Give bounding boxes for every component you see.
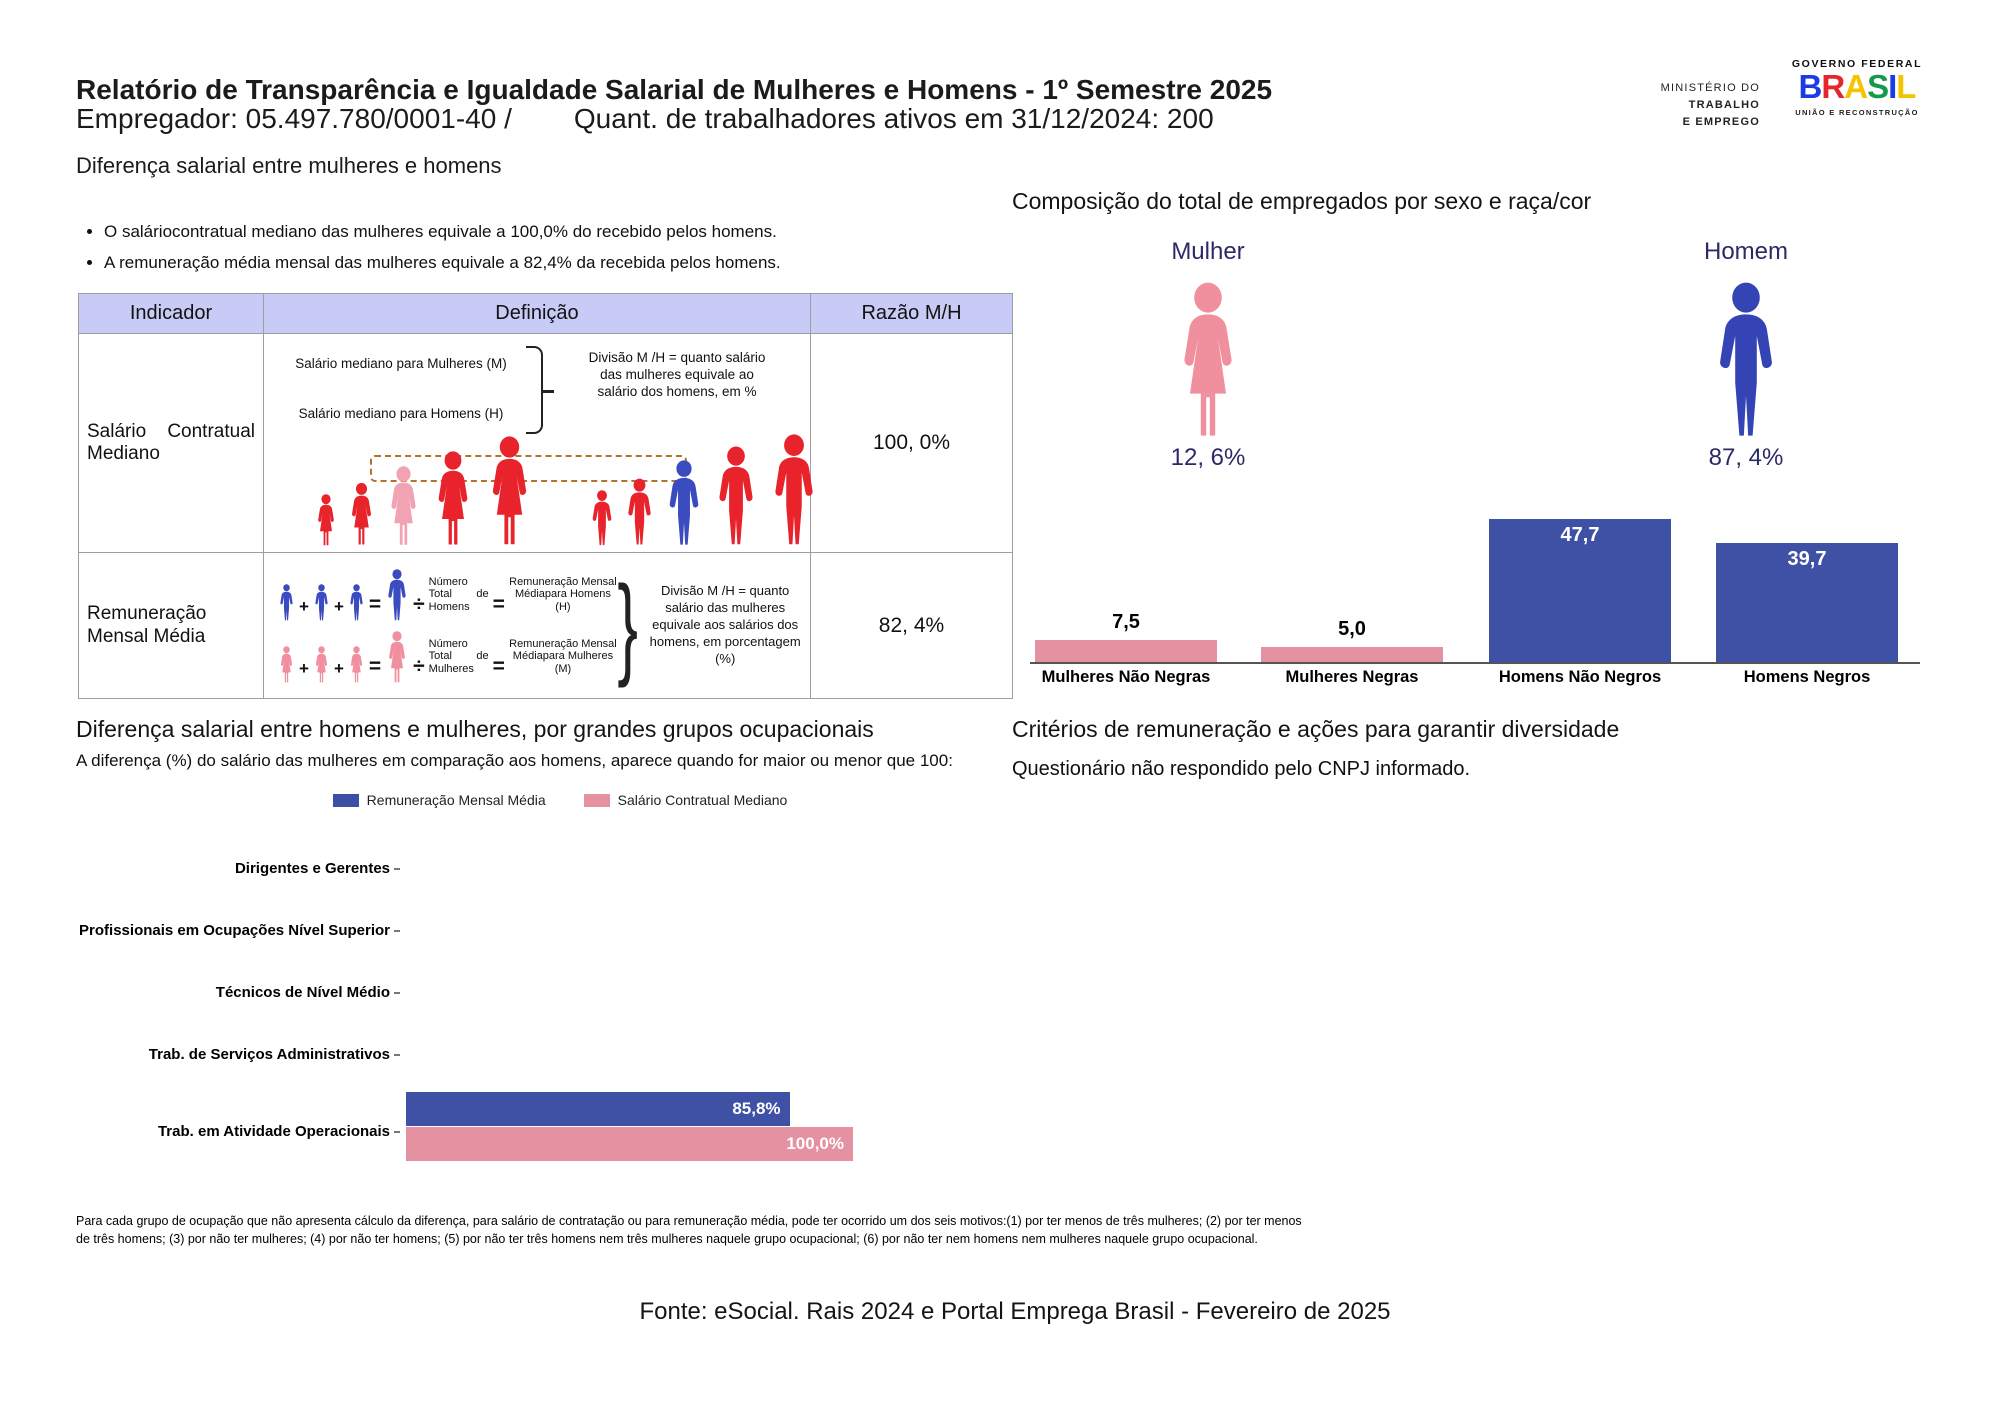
uniao-reconstrucao-tagline: UNIÃO E RECONSTRUÇÃO bbox=[1795, 107, 1919, 117]
brasil-gov-logo bbox=[1782, 58, 1932, 117]
definition-cell bbox=[264, 553, 811, 698]
men-result-label: Remuneração Mensal Médiapara Homens (H) bbox=[509, 575, 617, 613]
bar-value-label: 85,8% bbox=[732, 1099, 781, 1118]
woman-icon bbox=[278, 646, 295, 683]
woman-median-icon bbox=[385, 466, 422, 546]
legend-label: Remuneração Mensal Média bbox=[366, 792, 546, 808]
table-header-row bbox=[79, 294, 1012, 334]
brasil-wordmark bbox=[1782, 70, 1932, 105]
table-row-remuneracao-media bbox=[79, 553, 1012, 698]
divide-operator: ÷ bbox=[413, 592, 425, 616]
axis-tick bbox=[394, 992, 400, 994]
occupational-subtitle: A diferença (%) do salário das mulheres em comparação aos homens, aparece quando for maior ou menor que 100: bbox=[76, 751, 953, 770]
woman-icon bbox=[313, 646, 330, 683]
def-median-women: Salário mediano para Mulheres (M) bbox=[295, 356, 507, 371]
category-label: Homens Negros bbox=[1743, 668, 1871, 686]
female-percentage: 12, 6% bbox=[1170, 444, 1246, 471]
ministry-line2: TRABALHO bbox=[1688, 99, 1760, 112]
employer-id: Empregador: 05.497.780/0001-40 / bbox=[76, 103, 512, 134]
woman-icon bbox=[431, 451, 475, 546]
brasil-letter: B bbox=[1798, 68, 1822, 105]
male-percentage: 87, 4% bbox=[1708, 444, 1784, 471]
category-label: Mulheres Negras bbox=[1285, 668, 1419, 686]
chart-legend bbox=[280, 792, 840, 808]
composition-title: Composição do total de empregados por sexo e raça/cor bbox=[1012, 188, 1592, 214]
category-label: Dirigentes e Gerentes bbox=[235, 860, 400, 877]
indicator-label: Salário Contratual Mediano bbox=[79, 334, 264, 553]
woman-icon bbox=[348, 646, 365, 683]
category-label: Trab. de Serviços Administrativos bbox=[149, 1046, 400, 1063]
summary-bullets bbox=[80, 222, 781, 284]
composition-category-labels bbox=[1030, 668, 1920, 692]
ratio-value: 100, 0% bbox=[811, 334, 1012, 553]
brasil-letter: S bbox=[1867, 68, 1889, 105]
bar-value-label: 39,7 bbox=[1787, 547, 1827, 570]
legend-item-salario bbox=[584, 792, 788, 808]
bar-value-label: 47,7 bbox=[1560, 523, 1600, 546]
col-header-razao: Razão M/H bbox=[811, 294, 1012, 334]
occupational-bar-chart bbox=[76, 845, 906, 1175]
ministry-line3: E EMPREGO bbox=[1682, 116, 1760, 129]
brasil-letter: L bbox=[1896, 68, 1916, 105]
women-total-label: Número Total de Mulheres bbox=[428, 637, 489, 675]
ratio-value: 82, 4% bbox=[878, 613, 945, 637]
bar-value-label: 100,0% bbox=[786, 1134, 844, 1153]
category-label: Mulheres Não Negras bbox=[1041, 668, 1211, 686]
col-header-indicador: Indicador bbox=[79, 294, 264, 334]
source-line: Fonte: eSocial. Rais 2024 e Portal Emprega Brasil - Fevereiro de 2025 bbox=[639, 1298, 1391, 1325]
category-label: Profissionais em Ocupações Nível Superior bbox=[79, 922, 400, 939]
divide-operator: ÷ bbox=[413, 654, 425, 678]
section-title-salary-difference: Diferença salarial entre mulheres e homens bbox=[76, 153, 502, 178]
ministry-logo bbox=[1575, 80, 1760, 131]
plus-operator: + bbox=[299, 596, 309, 616]
bar-mulheres-negras bbox=[1261, 618, 1443, 662]
brasil-letter: A bbox=[1844, 68, 1868, 105]
active-workers: Quant. de trabalhadores ativos em 31/12/2024: 200 bbox=[573, 103, 1214, 134]
man-icon bbox=[624, 478, 655, 546]
bracket-shape bbox=[526, 346, 543, 434]
indicator-table bbox=[78, 293, 1013, 699]
population-figures bbox=[314, 434, 820, 546]
col-header-definicao: Definição bbox=[264, 294, 811, 334]
women-result-label: Remuneração Mensal Médiapara Mulheres (M) bbox=[509, 637, 617, 675]
women-average-formula bbox=[278, 631, 617, 683]
bar-value-label: 5,0 bbox=[1338, 618, 1366, 640]
woman-icon-large bbox=[1172, 282, 1244, 438]
category-label: Técnicos de Nível Médio bbox=[216, 984, 400, 1001]
bullet-average-remuneration: • A remuneração média mensal das mulheres equivale a 82,4% da recebida pelos homens. bbox=[104, 253, 781, 273]
man-icon bbox=[313, 584, 330, 621]
woman-icon bbox=[314, 494, 338, 546]
man-icon bbox=[278, 584, 295, 621]
bar-value-label: 7,5 bbox=[1112, 610, 1140, 633]
legend-label: Salário Contratual Mediano bbox=[617, 792, 788, 808]
axis-tick bbox=[394, 930, 400, 932]
employer-line bbox=[76, 103, 1214, 135]
equals-operator: = bbox=[492, 592, 505, 616]
table-row-salario-mediano bbox=[79, 334, 1012, 553]
methodology-footnote: Para cada grupo de ocupação que não apresenta cálculo da diferença, para salário de contratação ou para remuneração média, pode ter ocorrido um dos seis motivos:(1) por ter menos de três mulheres; (2) por ter menos de três homens; (3) por não ter mulheres; (4) por não ter homens; (5) por não ter três homens nem três mulheres naquele grupo ocupacional; (6) por não ter nem homens nem mulheres naquele grupo ocupacional. bbox=[76, 1214, 1302, 1247]
woman-icon bbox=[347, 482, 376, 546]
man-icon bbox=[385, 569, 409, 621]
def-note: Divisão M /H = quanto salário das mulheres equivale aos salários dos homens, em porcentagem (%) bbox=[649, 583, 801, 666]
equals-operator: = bbox=[368, 592, 382, 616]
bar-homens-nao-negros bbox=[1489, 519, 1671, 662]
indicator-label: Remuneração Mensal Média bbox=[79, 553, 264, 698]
female-group-label: Mulher bbox=[1171, 238, 1245, 265]
axis-tick bbox=[394, 1054, 400, 1056]
legend-swatch-blue bbox=[333, 794, 359, 807]
axis-tick bbox=[394, 1131, 400, 1133]
governo-federal-label: GOVERNO FEDERAL bbox=[1791, 58, 1923, 70]
criteria-note: Questionário não respondido pelo CNPJ informado. bbox=[1012, 758, 1471, 780]
brasil-letter: R bbox=[1821, 68, 1845, 105]
men-average-formula bbox=[278, 569, 617, 621]
def-median-men: Salário mediano para Homens (H) bbox=[298, 406, 504, 421]
plus-operator: + bbox=[333, 596, 344, 616]
legend-swatch-pink bbox=[584, 794, 610, 807]
male-group-label: Homem bbox=[1703, 238, 1788, 265]
bar-mulheres-nao-negras bbox=[1035, 610, 1217, 663]
definition-cell bbox=[264, 334, 811, 553]
bar-remuneracao-operacionais bbox=[406, 1092, 790, 1126]
category-label: Homens Não Negros bbox=[1498, 668, 1662, 686]
bar-salario-operacionais bbox=[406, 1127, 853, 1161]
page-title: Relatório de Transparência e Igualdade Salarial de Mulheres e Homens - 1º Semestre 2025 bbox=[76, 73, 1273, 105]
plus-operator: + bbox=[333, 658, 344, 678]
axis-tick bbox=[394, 868, 400, 870]
man-icon bbox=[348, 584, 365, 621]
bullet-median-salary: • O saláriocontratual mediano das mulheres equivale a 100,0% do recebido pelos homens. bbox=[104, 222, 781, 242]
composition-bar-chart bbox=[1030, 508, 1920, 664]
bar-homens-negros bbox=[1716, 543, 1898, 662]
woman-icon bbox=[385, 631, 409, 683]
woman-icon bbox=[484, 436, 535, 546]
man-median-icon bbox=[664, 460, 704, 546]
def-note: Divisão M /H = quanto salário das mulheres equivale ao salário dos homens, em % bbox=[588, 350, 766, 399]
brasil-letter: I bbox=[1888, 68, 1897, 105]
man-icon bbox=[713, 446, 759, 546]
occupational-title: Diferença salarial entre homens e mulheres, por grandes grupos ocupacionais bbox=[76, 716, 874, 742]
man-icon bbox=[589, 490, 615, 546]
legend-item-remuneracao bbox=[333, 792, 546, 808]
equals-operator: = bbox=[368, 654, 382, 678]
brace-shape: } bbox=[617, 562, 638, 688]
criteria-title: Critérios de remuneração e ações para garantir diversidade bbox=[1012, 716, 1620, 742]
equals-operator: = bbox=[492, 654, 505, 678]
category-label: Trab. em Atividade Operacionais bbox=[158, 1123, 400, 1140]
ministry-line1: MINISTÉRIO DO bbox=[1660, 82, 1760, 94]
men-total-label: Número Total de Homens bbox=[428, 575, 489, 613]
plus-operator: + bbox=[299, 658, 309, 678]
man-icon-large bbox=[1710, 282, 1782, 438]
